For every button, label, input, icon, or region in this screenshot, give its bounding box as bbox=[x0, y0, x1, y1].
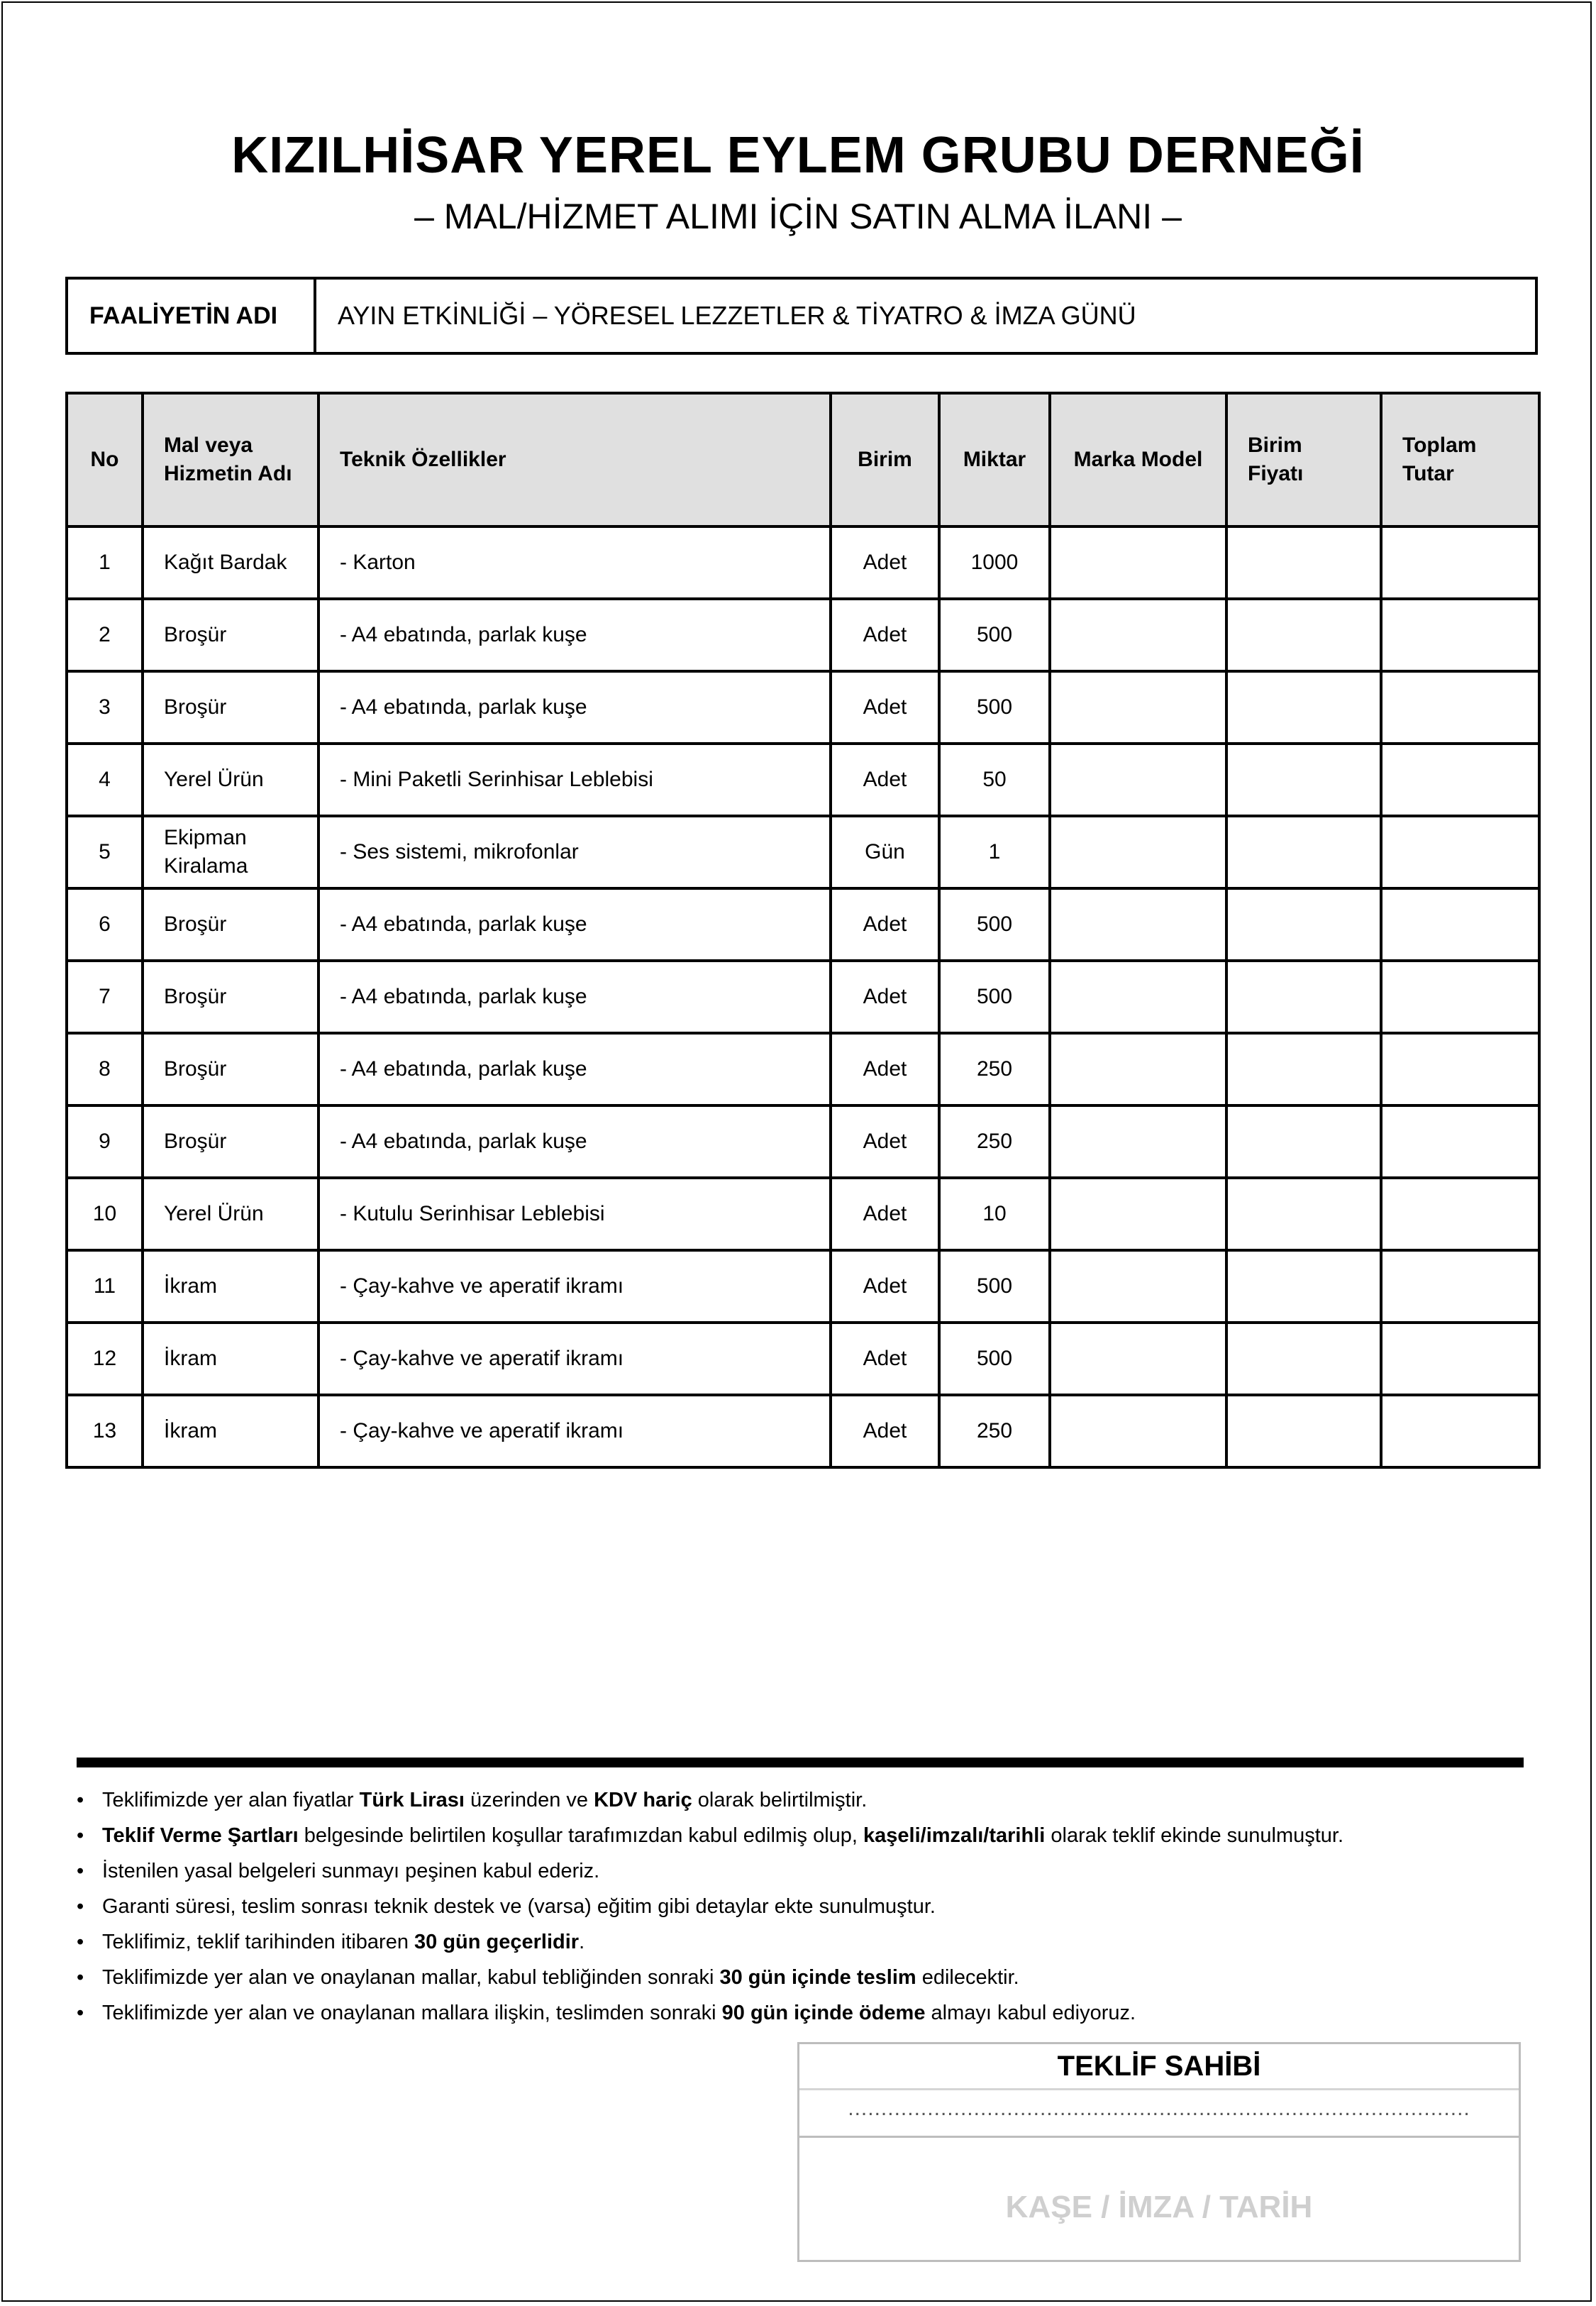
bullet-icon: • bbox=[77, 1895, 84, 1918]
cell-brand[interactable] bbox=[1050, 1178, 1226, 1250]
terms-item bbox=[77, 1818, 1538, 1853]
cell-no: 9 bbox=[67, 1105, 143, 1178]
header-brand: Marka Model bbox=[1050, 393, 1226, 526]
cell-spec: - A4 ebatında, parlak kuşe bbox=[318, 1033, 831, 1105]
cell-unit: Adet bbox=[831, 599, 939, 671]
bullet-icon: • bbox=[77, 1966, 84, 1989]
table-header-row bbox=[67, 393, 1539, 526]
cell-spec: - A4 ebatında, parlak kuşe bbox=[318, 888, 831, 961]
cell-qty: 1000 bbox=[939, 526, 1050, 599]
cell-unit: Adet bbox=[831, 526, 939, 599]
terms-text: Teklifimizde yer alan fiyatlar bbox=[102, 1789, 360, 1811]
cell-name: Kağıt Bardak bbox=[143, 526, 318, 599]
cell-brand[interactable] bbox=[1050, 1395, 1226, 1467]
cell-unit-price[interactable] bbox=[1226, 1105, 1381, 1178]
cell-unit: Gün bbox=[831, 816, 939, 888]
cell-total[interactable] bbox=[1381, 1395, 1539, 1467]
header-price-line2: Fiyatı bbox=[1248, 462, 1304, 485]
header-spec: Teknik Özellikler bbox=[318, 393, 831, 526]
cell-unit: Adet bbox=[831, 1178, 939, 1250]
terms-text: Teklifimizde yer alan ve onaylanan mallara ilişkin, teslimden sonraki bbox=[102, 2002, 722, 2024]
cell-unit-price[interactable] bbox=[1226, 1178, 1381, 1250]
terms-text: Teklifimizde yer alan ve onaylanan mallar, kabul tebliğinden sonraki bbox=[102, 1966, 720, 1989]
cell-unit-price[interactable] bbox=[1226, 1033, 1381, 1105]
cell-no: 2 bbox=[67, 599, 143, 671]
cell-unit-price[interactable] bbox=[1226, 671, 1381, 744]
cell-unit-price[interactable] bbox=[1226, 526, 1381, 599]
cell-no: 5 bbox=[67, 816, 143, 888]
header-price-line1: Birim bbox=[1248, 434, 1302, 457]
table-row bbox=[67, 671, 1539, 744]
table-row bbox=[67, 961, 1539, 1033]
cell-total[interactable] bbox=[1381, 1323, 1539, 1395]
cell-total[interactable] bbox=[1381, 816, 1539, 888]
cell-unit: Adet bbox=[831, 1323, 939, 1395]
header-unit: Birim bbox=[831, 393, 939, 526]
terms-bold: Teklif Verme Şartları bbox=[102, 1824, 299, 1847]
cell-total[interactable] bbox=[1381, 1033, 1539, 1105]
terms-text: . bbox=[579, 1931, 585, 1953]
cell-no: 8 bbox=[67, 1033, 143, 1105]
terms-list bbox=[77, 1782, 1538, 2031]
cell-brand[interactable] bbox=[1050, 816, 1226, 888]
header-total-line2: Tutar bbox=[1402, 462, 1454, 485]
offer-signature-box bbox=[797, 2042, 1521, 2262]
terms-text: Teklifimiz, teklif tarihinden itibaren bbox=[102, 1931, 415, 1953]
cell-spec: - Ses sistemi, mikrofonlar bbox=[318, 816, 831, 888]
cell-name: Broşür bbox=[143, 888, 318, 961]
cell-qty: 500 bbox=[939, 671, 1050, 744]
cell-unit-price[interactable] bbox=[1226, 1250, 1381, 1323]
cell-no: 4 bbox=[67, 744, 143, 816]
cell-qty: 250 bbox=[939, 1395, 1050, 1467]
terms-item bbox=[77, 1924, 1538, 1960]
cell-total[interactable] bbox=[1381, 1105, 1539, 1178]
cell-total[interactable] bbox=[1381, 888, 1539, 961]
cell-no: 12 bbox=[67, 1323, 143, 1395]
cell-unit: Adet bbox=[831, 1395, 939, 1467]
header-total-line1: Toplam bbox=[1402, 434, 1477, 457]
cell-no: 13 bbox=[67, 1395, 143, 1467]
cell-unit: Adet bbox=[831, 744, 939, 816]
bullet-icon: • bbox=[77, 1931, 84, 1953]
header-unit-price bbox=[1226, 393, 1381, 526]
terms-text: almayı kabul ediyoruz. bbox=[925, 2002, 1136, 2024]
terms-text: olarak teklif ekinde sunulmuştur. bbox=[1045, 1824, 1344, 1847]
cell-brand[interactable] bbox=[1050, 1250, 1226, 1323]
header-name-line1: Mal veya bbox=[164, 434, 253, 457]
cell-total[interactable] bbox=[1381, 671, 1539, 744]
table-row bbox=[67, 888, 1539, 961]
cell-brand[interactable] bbox=[1050, 1105, 1226, 1178]
bullet-icon: • bbox=[77, 2002, 84, 2024]
cell-unit-price[interactable] bbox=[1226, 599, 1381, 671]
terms-item bbox=[77, 1889, 1538, 1924]
terms-text: üzerinden ve bbox=[464, 1789, 594, 1811]
terms-item bbox=[77, 1995, 1538, 2031]
cell-no: 7 bbox=[67, 961, 143, 1033]
cell-name: Broşür bbox=[143, 1033, 318, 1105]
activity-box bbox=[65, 277, 1538, 355]
terms-text: Garanti süresi, teslim sonrası teknik destek ve (varsa) eğitim gibi detaylar ekte sunulmuştur. bbox=[102, 1895, 936, 1918]
cell-name-line2: Kiralama bbox=[164, 854, 248, 878]
cell-unit: Adet bbox=[831, 1250, 939, 1323]
section-divider bbox=[77, 1758, 1524, 1767]
cell-qty: 50 bbox=[939, 744, 1050, 816]
cell-name bbox=[143, 816, 318, 888]
offer-name-line[interactable]: .............................................................................................. bbox=[799, 2090, 1519, 2138]
cell-qty: 250 bbox=[939, 1033, 1050, 1105]
table-row bbox=[67, 1033, 1539, 1105]
cell-no: 1 bbox=[67, 526, 143, 599]
terms-item bbox=[77, 1853, 1538, 1889]
cell-qty: 500 bbox=[939, 888, 1050, 961]
table-row bbox=[67, 1323, 1539, 1395]
cell-no: 10 bbox=[67, 1178, 143, 1250]
terms-text: edilecektir. bbox=[916, 1966, 1019, 1989]
cell-name: Yerel Ürün bbox=[143, 744, 318, 816]
cell-qty: 500 bbox=[939, 1323, 1050, 1395]
cell-spec: - A4 ebatında, parlak kuşe bbox=[318, 599, 831, 671]
cell-qty: 1 bbox=[939, 816, 1050, 888]
cell-brand[interactable] bbox=[1050, 888, 1226, 961]
cell-unit-price[interactable] bbox=[1226, 1395, 1381, 1467]
cell-no: 6 bbox=[67, 888, 143, 961]
cell-name: İkram bbox=[143, 1395, 318, 1467]
cell-total[interactable] bbox=[1381, 599, 1539, 671]
offer-title: TEKLİF SAHİBİ bbox=[799, 2044, 1519, 2090]
activity-label: FAALİYETİN ADI bbox=[68, 280, 316, 352]
terms-bold: kaşeli/imzalı/tarihli bbox=[863, 1824, 1046, 1847]
page-subtitle: – MAL/HİZMET ALIMI İÇİN SATIN ALMA İLANI – bbox=[414, 197, 1182, 236]
table-row bbox=[67, 1395, 1539, 1467]
bullet-icon: • bbox=[77, 1789, 84, 1811]
cell-name: İkram bbox=[143, 1250, 318, 1323]
cell-unit: Adet bbox=[831, 671, 939, 744]
cell-no: 3 bbox=[67, 671, 143, 744]
cell-spec: - Kutulu Serinhisar Leblebisi bbox=[318, 1178, 831, 1250]
cell-unit-price[interactable] bbox=[1226, 744, 1381, 816]
activity-value: AYIN ETKİNLİĞİ – YÖRESEL LEZZETLER & TİYATRO & İMZA GÜNÜ bbox=[338, 301, 1136, 330]
table-row bbox=[67, 1178, 1539, 1250]
terms-item bbox=[77, 1960, 1538, 1995]
cell-brand[interactable] bbox=[1050, 599, 1226, 671]
cell-name: Broşür bbox=[143, 961, 318, 1033]
bullet-icon: • bbox=[77, 1860, 84, 1882]
cell-unit: Adet bbox=[831, 888, 939, 961]
cell-total[interactable] bbox=[1381, 744, 1539, 816]
cell-total[interactable] bbox=[1381, 1250, 1539, 1323]
cell-spec: - Karton bbox=[318, 526, 831, 599]
terms-text: olarak belirtilmiştir. bbox=[692, 1789, 868, 1811]
cell-name: Broşür bbox=[143, 599, 318, 671]
cell-qty: 500 bbox=[939, 599, 1050, 671]
bullet-icon: • bbox=[77, 1824, 84, 1847]
items-table bbox=[65, 392, 1541, 1469]
header-name-line2: Hizmetin Adı bbox=[164, 462, 292, 485]
cell-qty: 250 bbox=[939, 1105, 1050, 1178]
stamp-signature-date-area[interactable]: KAŞE / İMZA / TARİH bbox=[1005, 2190, 1313, 2224]
terms-text: belgesinde belirtilen koşullar tarafımızdan kabul edilmiş olup, bbox=[298, 1824, 864, 1847]
cell-spec: - Çay-kahve ve aperatif ikramı bbox=[318, 1250, 831, 1323]
header-qty: Miktar bbox=[939, 393, 1050, 526]
terms-text: İstenilen yasal belgeleri sunmayı peşinen kabul ederiz. bbox=[102, 1860, 600, 1882]
terms-item bbox=[77, 1782, 1538, 1818]
cell-total[interactable] bbox=[1381, 961, 1539, 1033]
cell-brand[interactable] bbox=[1050, 526, 1226, 599]
cell-total[interactable] bbox=[1381, 1178, 1539, 1250]
table-row bbox=[67, 526, 1539, 599]
cell-brand[interactable] bbox=[1050, 961, 1226, 1033]
table-row bbox=[67, 1250, 1539, 1323]
table-row bbox=[67, 744, 1539, 816]
cell-unit-price[interactable] bbox=[1226, 816, 1381, 888]
cell-brand[interactable] bbox=[1050, 671, 1226, 744]
cell-name: İkram bbox=[143, 1323, 318, 1395]
cell-name-line1: Ekipman bbox=[164, 826, 247, 849]
cell-spec: - A4 ebatında, parlak kuşe bbox=[318, 961, 831, 1033]
cell-spec: - Mini Paketli Serinhisar Leblebisi bbox=[318, 744, 831, 816]
cell-name: Broşür bbox=[143, 1105, 318, 1178]
cell-qty: 500 bbox=[939, 1250, 1050, 1323]
header-no: No bbox=[67, 393, 143, 526]
cell-spec: - Çay-kahve ve aperatif ikramı bbox=[318, 1323, 831, 1395]
cell-spec: - A4 ebatında, parlak kuşe bbox=[318, 671, 831, 744]
cell-brand[interactable] bbox=[1050, 1033, 1226, 1105]
cell-total[interactable] bbox=[1381, 526, 1539, 599]
page-title: KIZILHİSAR YEREL EYLEM GRUBU DERNEĞİ bbox=[231, 127, 1365, 184]
terms-bold: Türk Lirası bbox=[359, 1789, 465, 1811]
cell-name: Broşür bbox=[143, 671, 318, 744]
cell-unit: Adet bbox=[831, 1033, 939, 1105]
cell-brand[interactable] bbox=[1050, 744, 1226, 816]
cell-brand[interactable] bbox=[1050, 1323, 1226, 1395]
header-name bbox=[143, 393, 318, 526]
cell-unit-price[interactable] bbox=[1226, 961, 1381, 1033]
cell-spec: - Çay-kahve ve aperatif ikramı bbox=[318, 1395, 831, 1467]
cell-unit-price[interactable] bbox=[1226, 888, 1381, 961]
terms-bold: 30 gün içinde teslim bbox=[719, 1966, 916, 1989]
cell-no: 11 bbox=[67, 1250, 143, 1323]
cell-qty: 500 bbox=[939, 961, 1050, 1033]
terms-bold: 30 gün geçerlidir bbox=[414, 1931, 580, 1953]
cell-unit: Adet bbox=[831, 1105, 939, 1178]
cell-unit-price[interactable] bbox=[1226, 1323, 1381, 1395]
cell-name: Yerel Ürün bbox=[143, 1178, 318, 1250]
cell-unit: Adet bbox=[831, 961, 939, 1033]
terms-bold: 90 gün içinde ödeme bbox=[721, 2002, 926, 2024]
table-row bbox=[67, 599, 1539, 671]
cell-qty: 10 bbox=[939, 1178, 1050, 1250]
table-row bbox=[67, 1105, 1539, 1178]
header-total bbox=[1381, 393, 1539, 526]
terms-bold: KDV hariç bbox=[594, 1789, 692, 1811]
table-row bbox=[67, 816, 1539, 888]
cell-spec: - A4 ebatında, parlak kuşe bbox=[318, 1105, 831, 1178]
